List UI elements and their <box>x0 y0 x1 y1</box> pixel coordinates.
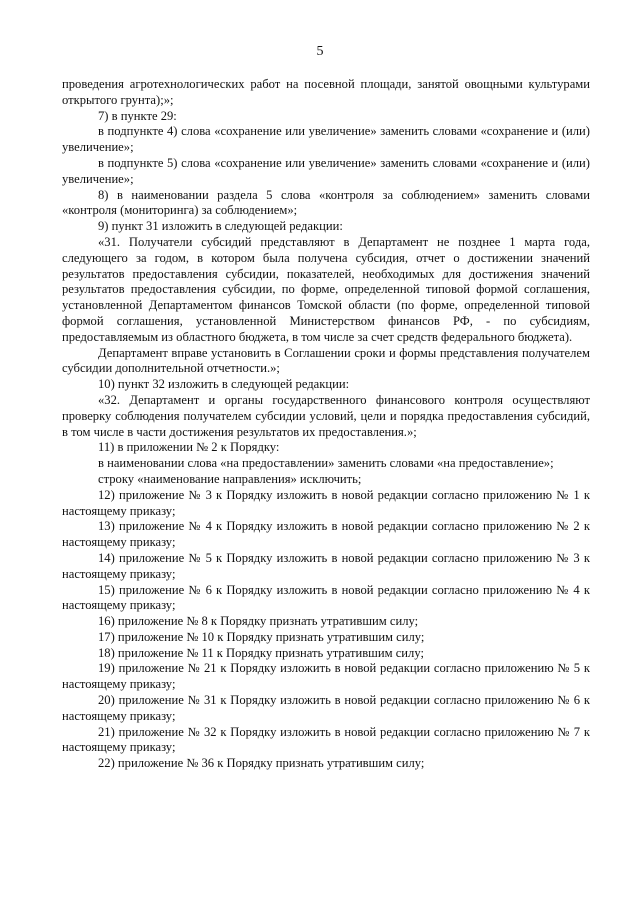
paragraph-continuation: проведения агротехнологических работ на посевной площади, занятой овощными культурами открытого грунта);»; <box>62 77 590 107</box>
paragraph-item-8: 8) в наименовании раздела 5 слова «контроля за соблюдением» заменить словами «контроля (мониторинга) за соблюдением»; <box>62 187 590 218</box>
paragraph-clause-31: «31. Получатели субсидий представляют в Департамент не позднее 1 марта года, следующего за годом, в котором была получена субсидия, отчет о достижении значений результатов предоставления субсидии, показателей, необходимых для достижения значений результатов предоставления субсидии, по форме, определенной типовой формой соглашения, установленной Департаментом финансов Томской области (по форме, определенной типовой формой соглашения, установленной Министерством финансов РФ, - по субсидиям, предоставляемым из областного бюджета, в том числе за счет средств федерального бюджета). <box>62 234 590 344</box>
paragraph-item-9: 9) пункт 31 изложить в следующей редакции: <box>98 219 343 234</box>
paragraph-item-11-title: в наименовании слова «на предоставлении» заменить словами «на предоставление»; <box>98 456 554 471</box>
page-number: 5 <box>316 44 324 59</box>
paragraph-item-14: 14) приложение № 5 к Порядку изложить в новой редакции согласно приложению № 3 к настоящему приказу; <box>62 550 590 581</box>
paragraph-item-17: 17) приложение № 10 к Порядку признать утратившим силу; <box>98 629 425 644</box>
paragraph-item-22: 22) приложение № 36 к Порядку признать утратившим силу; <box>98 756 425 771</box>
paragraph-item-18: 18) приложение № 11 к Порядку признать утратившим силу; <box>98 645 424 660</box>
paragraph-item-10: 10) пункт 32 изложить в следующей редакции: <box>98 377 350 392</box>
paragraph-item-11: 11) в приложении № 2 к Порядку: <box>98 440 280 455</box>
paragraph-item-7: 7) в пункте 29: <box>98 108 177 123</box>
paragraph-clause-31-addendum: Департамент вправе установить в Соглашении сроки и формы представления получателем субсидии дополнительной отчетности.»; <box>62 345 590 376</box>
paragraph-item-15: 15) приложение № 6 к Порядку изложить в новой редакции согласно приложению № 4 к настоящему приказу; <box>62 582 590 613</box>
paragraph-clause-32: «32. Департамент и органы государственного финансового контроля осуществляют проверку соблюдения получателем субсидии условий, цели и порядка предоставления субсидий, в том числе в части достижения результатов их предоставления.»; <box>62 392 590 439</box>
document-body <box>62 77 590 772</box>
paragraph-item-21: 21) приложение № 32 к Порядку изложить в новой редакции согласно приложению № 7 к настоящему приказу; <box>62 724 590 755</box>
paragraph-item-19: 19) приложение № 21 к Порядку изложить в новой редакции согласно приложению № 5 к настоящему приказу; <box>62 661 590 692</box>
paragraph-item-12: 12) приложение № 3 к Порядку изложить в новой редакции согласно приложению № 1 к настоящему приказу; <box>62 487 590 518</box>
paragraph-item-11-row: строку «наименование направления» исключить; <box>98 471 362 486</box>
paragraph-item-13: 13) приложение № 4 к Порядку изложить в новой редакции согласно приложению № 2 к настоящему приказу; <box>62 519 590 550</box>
paragraph-item-16: 16) приложение № 8 к Порядку признать утратившим силу; <box>98 614 419 629</box>
paragraph-item-20: 20) приложение № 31 к Порядку изложить в новой редакции согласно приложению № 6 к настоящему приказу; <box>62 693 590 723</box>
paragraph-subitem-4: в подпункте 4) слова «сохранение или увеличение» заменить словами «сохранение и (или) увеличение»; <box>62 124 590 155</box>
paragraph-subitem-5: в подпункте 5) слова «сохранение или увеличение» заменить словами «сохранение и (или) увеличение»; <box>62 155 590 186</box>
